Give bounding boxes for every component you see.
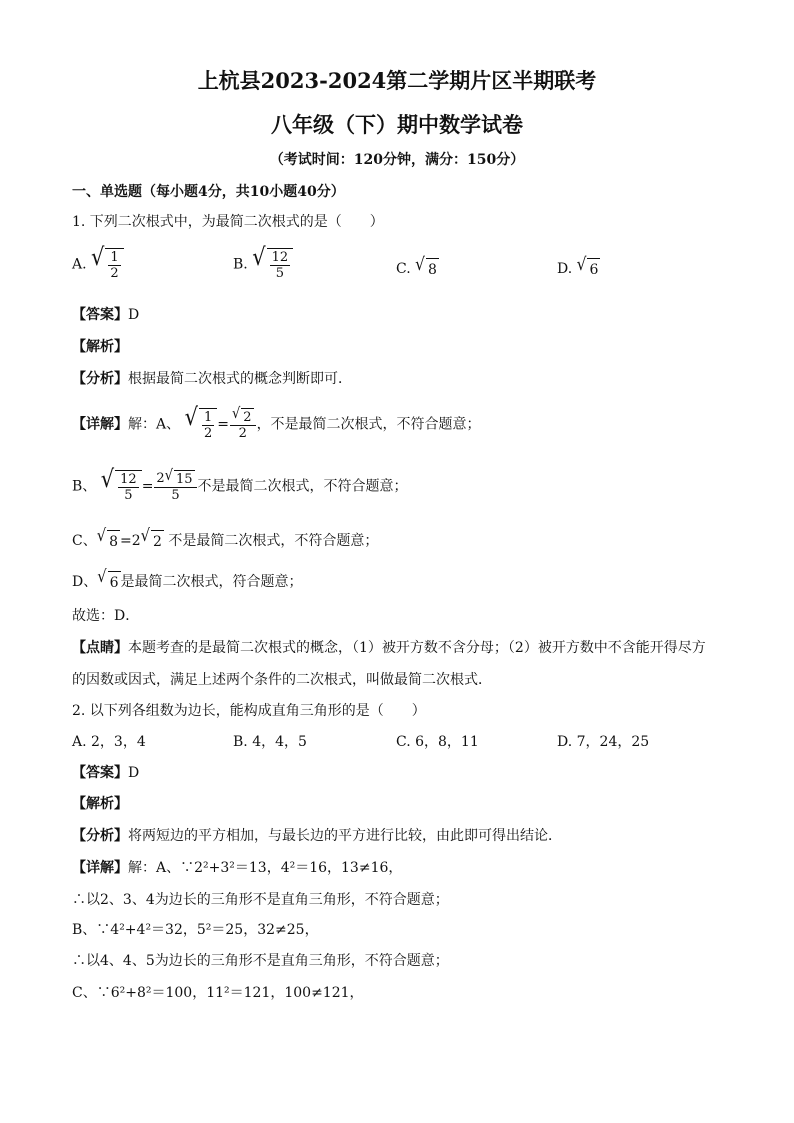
- q1-detail-c-rad: 8: [107, 530, 120, 552]
- q1-analysis-tag: 【解析】: [72, 339, 128, 355]
- q1-detail-b-num: 12: [120, 472, 137, 487]
- q1-option-a-label: A.: [72, 256, 87, 273]
- q1-detail-c: C、 √ 8 =2 √ 2 不是最简二次根式，不符合题意；: [72, 526, 379, 550]
- q1-detail-b-result-den: 5: [171, 488, 180, 503]
- q1-option-d-radical: √ 6: [576, 254, 599, 278]
- q2-fenxi-tag: 【分析】: [72, 828, 128, 844]
- q1-detail-b: B、 √ $\frac{12}{5}$ = 2 √ 15 5 不是最简二次根式，不符合题意；: [72, 465, 408, 503]
- q2-line3: B、∵4²+4²＝32，5²＝25，32≠25，: [72, 922, 319, 938]
- q1-answer: [72, 305, 139, 325]
- q1-comment: [72, 638, 706, 658]
- q1-option-c-radicand: 8: [426, 258, 439, 280]
- q1-detail-a: [72, 403, 481, 441]
- q1-option-b-label: B.: [233, 256, 248, 273]
- q2-fenxi-text: 将两短边的平方相加，与最长边的平方进行比较，由此即可得出结论．: [128, 828, 562, 844]
- q1-detail-b-coef: 2: [156, 471, 165, 486]
- q1-answer-value: D: [128, 307, 140, 323]
- q2-option-c: C. 6，8，11: [396, 734, 479, 750]
- section-heading: 一、单选题（每小题4分，共10小题40分）: [72, 184, 345, 200]
- q1-detail-a-result: √ 2 2: [230, 408, 256, 441]
- q1-option-c-radical: √ 8: [415, 254, 437, 278]
- q1-detail-d-rad: 6: [108, 571, 121, 593]
- q2-line5: C、∵6²+8²＝100，11²＝121，100≠121，: [72, 985, 364, 1001]
- q1-detail-b-den: 5: [124, 488, 133, 503]
- q1-option-d-label: D.: [557, 261, 573, 277]
- q1-option-b-den: 5: [275, 266, 284, 281]
- q2-option-a: A. 2，3，4: [72, 734, 146, 750]
- q1-option-a-num: 1: [110, 250, 119, 265]
- q1-option-d: [557, 254, 600, 280]
- q1-detail-prefix: 解：A、: [128, 416, 181, 433]
- q1-detail-b-text: 不是最简二次根式，不符合题意；: [197, 478, 408, 495]
- exam-subtitle: 八年级（下）期中数学试卷: [271, 112, 523, 137]
- q2-answer: [72, 763, 139, 783]
- q1-comment-line2: 的因数或因式，满足上述两个条件的二次根式，叫做最简二次根式．: [72, 672, 492, 688]
- q2-detail: [72, 858, 402, 878]
- q1-detail-tag: 【详解】: [72, 416, 128, 433]
- q1-comment-tag: 【点睛】: [72, 640, 128, 656]
- q1-option-d-radicand: 6: [587, 258, 600, 280]
- q2-line4: ∴以4、4、5为边长的三角形不是直角三角形，不符合题意；: [72, 953, 449, 969]
- q1-detail-d: D、 √ 6 是最简二次根式，符合题意；: [72, 567, 303, 591]
- q2-answer-value: D: [128, 765, 140, 781]
- q1-detail-a-result-den: 2: [238, 426, 247, 441]
- q1-stem: 1. 下列二次根式中，为最简二次根式的是（ ）: [72, 214, 384, 230]
- q1-detail-d-text: 是最简二次根式，符合题意；: [120, 574, 303, 590]
- q2-detail-tag: 【详解】: [72, 860, 128, 876]
- q1-detail-a-text: ，不是最简二次根式，不符合题意；: [256, 416, 481, 433]
- q1-detail-b-result: 2 √ 15 5: [154, 470, 196, 503]
- q1-fenxi: [72, 369, 352, 389]
- q1-option-c-label: C.: [396, 261, 411, 277]
- q2-detail-line1: 解：A、∵2²+3²＝13，4²＝16，13≠16，: [128, 860, 403, 876]
- q1-answer-tag: 【答案】: [72, 307, 128, 323]
- q1-comment-line1: 本题考查的是最简二次根式的概念，（1）被开方数不含分母；（2）被开方数中不含能开得尽方: [128, 640, 706, 656]
- q1-detail-a-radical: √ $\frac{1}{2}$: [185, 408, 218, 441]
- q1-detail-b-result-rad: 15: [176, 472, 193, 487]
- q2-analysis-tag: 【解析】: [72, 796, 128, 812]
- q1-option-a-den: 2: [110, 266, 119, 281]
- q1-option-a: [72, 243, 124, 281]
- exam-info: （考试时间：120分钟，满分：150分）: [269, 152, 525, 168]
- q1-detail-d-prefix: D、: [72, 574, 98, 590]
- q2-fenxi: [72, 826, 562, 846]
- q2-stem: 2. 以下列各组数为边长，能构成直角三角形的是（ ）: [72, 703, 426, 719]
- q1-detail-a-result-rad: 2: [243, 410, 252, 425]
- q1-detail-a-den: 2: [203, 426, 213, 441]
- q2-option-d: D. 7，24，25: [557, 734, 650, 750]
- q1-detail-a-eq: =: [217, 416, 229, 433]
- q1-detail-a-num: 1: [203, 410, 213, 425]
- q1-detail-c-rad2: 2: [151, 530, 164, 552]
- exam-title: 上杭县2023-2024第二学期片区半期联考: [197, 68, 597, 93]
- q1-detail-b-radical: √ $\frac{12}{5}$: [101, 470, 142, 503]
- q1-detail-b-prefix: B、: [72, 478, 97, 495]
- q1-fenxi-text: 根据最简二次根式的概念判断即可．: [128, 371, 352, 387]
- q1-detail-c-text: 不是最简二次根式，不符合题意；: [168, 533, 379, 549]
- q1-option-a-radical: √ $\frac{1}{2}$: [91, 248, 124, 281]
- q2-option-b: B. 4，4，5: [233, 734, 307, 750]
- q1-option-b-radical: √ $\frac{12}{5}$: [252, 248, 293, 281]
- q1-option-b: [233, 243, 293, 281]
- q1-option-c: [396, 254, 439, 280]
- q1-detail-c-mid: =2: [120, 533, 141, 549]
- q1-detail-c-prefix: C、: [72, 533, 97, 549]
- q2-line2: ∴以2、3、4为边长的三角形不是直角三角形，不符合题意；: [72, 892, 449, 908]
- q1-fenxi-tag: 【分析】: [72, 371, 128, 387]
- q2-answer-tag: 【答案】: [72, 765, 128, 781]
- q1-choose: 故选：D．: [72, 608, 140, 624]
- q1-option-b-num: 12: [271, 250, 289, 265]
